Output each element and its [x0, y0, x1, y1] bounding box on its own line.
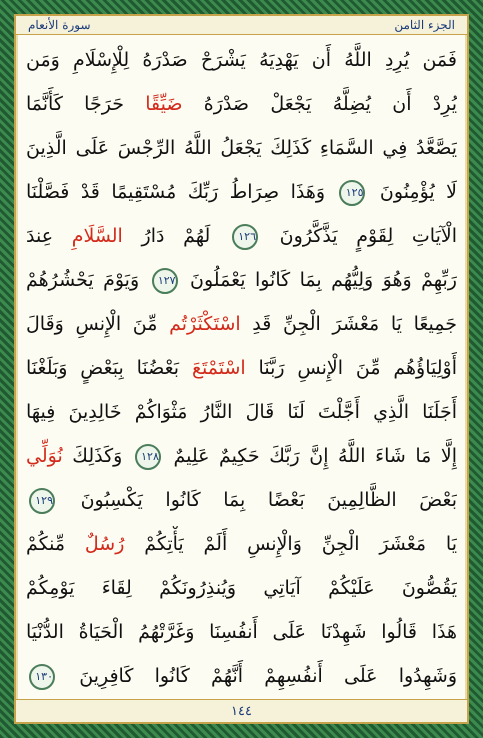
verse-line [26, 174, 457, 210]
verse-line [26, 614, 457, 650]
verse-text: أَوْلِيَاؤُهُم مِّنَ الْإِنسِ رَبَّنَا [245, 357, 457, 379]
verse-text: هَذَا قَالُوا شَهِدْنَا عَلَى أَنفُسِنَا وَغَرَّتْهُمُ الْحَيَاةُ الدُّنْيَا [26, 621, 457, 643]
ayah-marker: ١٣٠ [29, 664, 55, 690]
verse-text: وَكَذَلِكَ [62, 445, 132, 467]
ayah-marker: ١٢٩ [29, 488, 55, 514]
highlighted-word: نُوَلِّي [26, 445, 63, 467]
juz-label: الجزء الثامن [394, 18, 455, 32]
verse-text: عِندَ [26, 225, 72, 247]
verse-line [26, 262, 457, 298]
ayah-marker: ١٢٧ [152, 268, 178, 294]
verse-line [26, 570, 457, 606]
verse-text: يُرِدْ أَن يُضِلَّهُ يَجْعَلْ صَدْرَهُ [182, 93, 457, 115]
verse-line [26, 482, 457, 518]
verse-text: يَصَّعَّدُ فِي السَّمَاءِ كَذَلِكَ يَجْعَلُ اللَّهُ الرِّجْسَ عَلَى الَّذِينَ [26, 137, 457, 159]
highlighted-word: السَّلَامِ [71, 225, 123, 247]
verse-text: مِّنَ الْإِنسِ وَقَالَ [26, 313, 170, 335]
verse-text: رَبِّهِمْ وَهُوَ وَلِيُّهُم بِمَا كَانُوا يَعْمَلُونَ [180, 269, 457, 291]
verse-text: وَشَهِدُوا عَلَى أَنفُسِهِمْ أَنَّهُمْ كَانُوا كَافِرِينَ [58, 665, 457, 687]
verse-line [26, 394, 457, 430]
verse-text: الْآيَاتِ لِقَوْمٍ يَذَّكَّرُونَ [260, 225, 457, 247]
verse-text: جَمِيعًا يَا مَعْشَرَ الْجِنِّ قَدِ [240, 313, 457, 335]
surah-label: سورة الأنعام [28, 18, 91, 32]
verse-text: حَرَجًا كَأَنَّمَا [26, 93, 146, 115]
verse-text: بَعْضَ الظَّالِمِينَ بَعْضًا بِمَا كَانُوا يَكْسِبُونَ [58, 489, 457, 511]
ayah-marker: ١٢٦ [232, 224, 258, 250]
page-footer [16, 699, 467, 722]
page-frame [14, 14, 469, 724]
verse-line [26, 350, 457, 386]
verse-text: وَيَوْمَ يَحْشُرُهُمْ [26, 269, 149, 291]
verse-line [26, 526, 457, 562]
verse-text: فَمَن يُرِدِ اللَّهُ أَن يَهْدِيَهُ يَشْرَحْ صَدْرَهُ لِلْإِسْلَامِ وَمَن [26, 49, 457, 71]
verse-text: وَهَذَا صِرَاطُ رَبِّكَ مُسْتَقِيمًا قَدْ فَصَّلْنَا [26, 181, 337, 203]
verse-text: مِّنكُمْ [26, 533, 85, 555]
verse-text-block [26, 42, 457, 694]
highlighted-word: اسْتَكْثَرْتُم [169, 313, 241, 335]
verse-line [26, 42, 457, 78]
verse-line [26, 658, 457, 694]
ayah-marker: ١٢٨ [135, 444, 161, 470]
page-header [16, 16, 467, 35]
verse-text: لَهُمْ دَارُ [122, 225, 229, 247]
page-number: ١٤٤ [231, 703, 252, 719]
verse-text: أَجَلَنَا الَّذِي أَجَّلْتَ لَنَا قَالَ النَّارُ مَثْوَاكُمْ خَالِدِينَ فِيهَا [26, 401, 457, 423]
highlighted-word: رُسُلٌ [84, 533, 125, 555]
verse-text: لَا يُؤْمِنُونَ [368, 181, 457, 203]
highlighted-word: ضَيِّقًا [145, 93, 183, 115]
verse-text: يَقُصُّونَ عَلَيْكُمْ آيَاتِي وَيُنذِرُونَكُمْ لِقَاءَ يَوْمِكُمْ [26, 577, 457, 599]
verse-line [26, 130, 457, 166]
verse-line [26, 438, 457, 474]
verse-line [26, 218, 457, 254]
verse-text: يَا مَعْشَرَ الْجِنِّ وَالْإِنسِ أَلَمْ يَأْتِكُمْ [124, 533, 457, 555]
verse-line [26, 86, 457, 122]
highlighted-word: اسْتَمْتَعَ [191, 357, 246, 379]
verse-line [26, 306, 457, 342]
ayah-marker: ١٢٥ [339, 180, 365, 206]
verse-text: إِلَّا مَا شَاءَ اللَّهُ إِنَّ رَبَّكَ حَكِيمٌ عَلِيمٌ [163, 445, 457, 467]
verse-text: بَعْضُنَا بِبَعْضٍ وَبَلَغْنَا [26, 357, 192, 379]
